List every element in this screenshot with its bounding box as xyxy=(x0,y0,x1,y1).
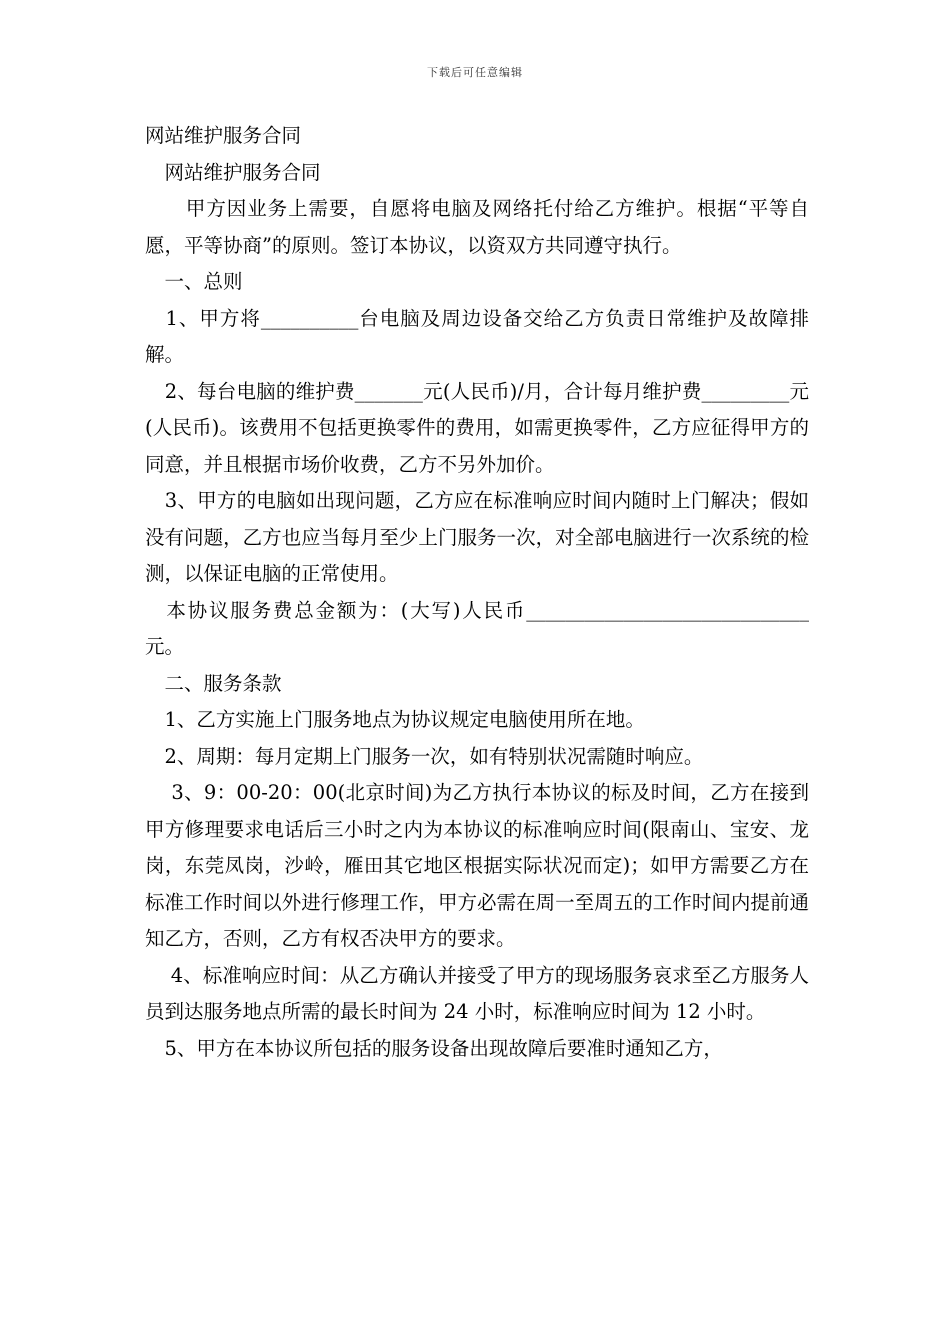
clause-1-3: 3、甲方的电脑如出现问题，乙方应在标准响应时间内随时上门解决；假如没有问题，乙方也应当每月至少上门服务一次，对全部电脑进行一次系统的检测，以保证电脑的正常使用。 xyxy=(145,489,809,585)
section-heading-service-terms: 二、服务条款 xyxy=(145,671,282,695)
page-header-note: 下载后可任意编辑 xyxy=(427,66,523,79)
total-fee-paragraph: 本协议服务费总金额为：(大写)人民币_____________________________元。 xyxy=(145,598,809,658)
clause-2-3: 3、9：00-20：00(北京时间)为乙方执行本协议的标及时间，乙方在接到甲方修理要求电话后三小时之内为本协议的标准响应时间(限南山、宝安、龙岗，东莞凤岗，沙岭，雁田其它地区根据实际状况而定)；如甲方需要乙方在标准工作时间以外进行修理工作，甲方必需在周一至周五的工作时间内提前通知乙方，否则，乙方有权否决甲方的要求。 xyxy=(145,781,809,950)
clause-1-1: 1、甲方将__________台电脑及周边设备交给乙方负责日常维护及故障排解。 xyxy=(145,306,809,366)
preamble-paragraph: 甲方因业务上需要，自愿将电脑及网络托付给乙方维护。根据“平等自愿，平等协商”的原则。签订本协议，以资双方共同遵守执行。 xyxy=(145,197,809,257)
clause-2-4: 4、标准响应时间：从乙方确认并接受了甲方的现场服务哀求至乙方服务人员到达服务地点所需的最长时间为 24 小时，标准响应时间为 12 小时。 xyxy=(145,963,809,1023)
clause-2-5: 5、甲方在本协议所包括的服务设备出现故障后要准时通知乙方， xyxy=(145,1036,723,1060)
clause-1-2: 2、每台电脑的维护费_______元(人民币)/月，合计每月维护费_________元(人民币)。该费用不包括更换零件的费用，如需更换零件，乙方应征得甲方的同意，并且根据市场价收费，乙方不另外加价。 xyxy=(145,379,809,476)
section-heading-general: 一、总则 xyxy=(145,270,243,293)
document-title: 网站维护服务合同 xyxy=(145,124,302,147)
clause-2-2: 2、周期：每月定期上门服务一次，如有特别状况需随时响应。 xyxy=(145,744,704,768)
document-body xyxy=(145,118,809,1067)
clause-2-1: 1、乙方实施上门服务地点为协议规定电脑使用所在地。 xyxy=(145,708,645,731)
document-subtitle: 网站维护服务合同 xyxy=(145,160,321,184)
